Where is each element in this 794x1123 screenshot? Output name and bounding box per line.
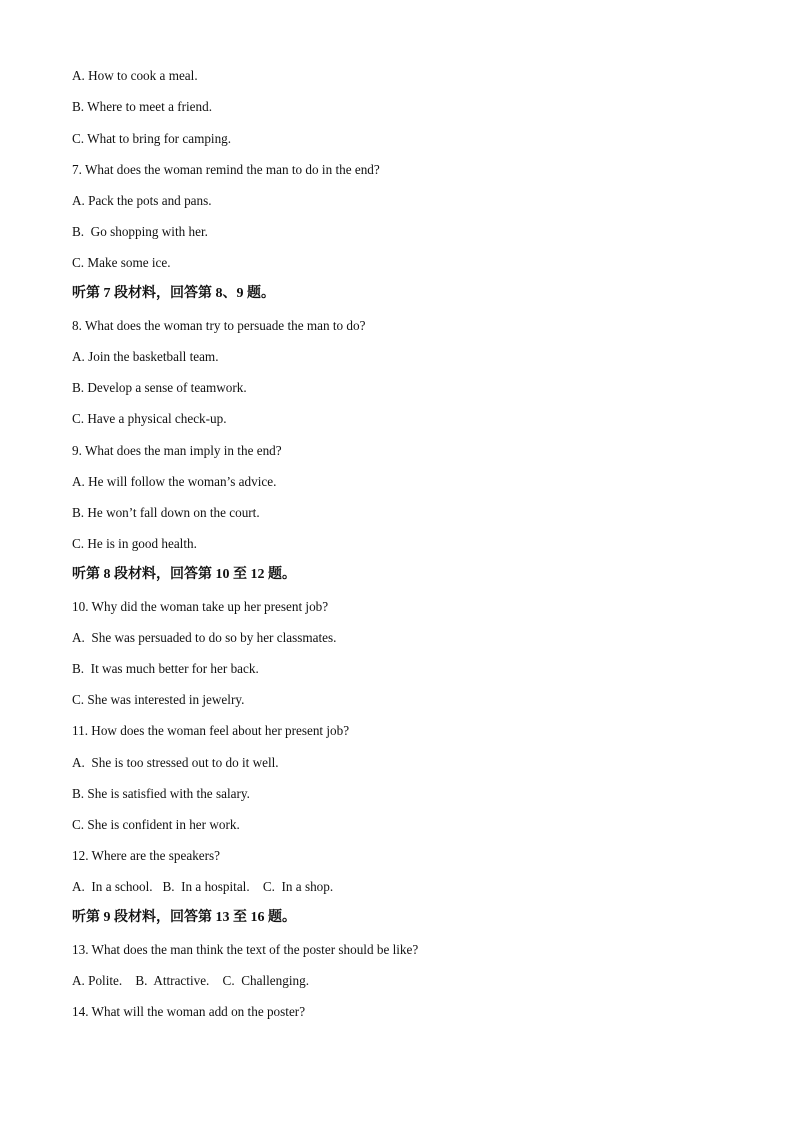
question-8: 8. What does the woman try to persuade the man to do?	[72, 318, 366, 333]
question-14: 14. What will the woman add on the poster?	[72, 1004, 306, 1019]
option-a-q6: A. How to cook a meal.	[72, 68, 198, 83]
options-q13: A. Polite. B. Attractive. C. Challenging.	[72, 973, 309, 988]
option-b-q7: B. Go shopping with her.	[72, 224, 208, 239]
option-a-q8: A. Join the basketball team.	[72, 349, 219, 364]
option-a-q7: A. Pack the pots and pans.	[72, 193, 212, 208]
option-c-q6: C. What to bring for camping.	[72, 131, 232, 146]
option-b-q6: B. Where to meet a friend.	[72, 99, 213, 114]
question-7: 7. What does the woman remind the man to do in the end?	[72, 162, 380, 177]
question-9: 9. What does the man imply in the end?	[72, 443, 282, 458]
question-12: 12. Where are the speakers?	[72, 848, 221, 863]
section-heading-7: 听第 7 段材料，回答第 8、9 题。	[72, 286, 275, 301]
option-b-q11: B. She is satisfied with the salary.	[72, 786, 250, 801]
option-c-q9: C. He is in good health.	[72, 536, 197, 551]
option-a-q11: A. She is too stressed out to do it well.	[72, 755, 279, 770]
question-11: 11. How does the woman feel about her present job?	[72, 723, 350, 738]
option-b-q9: B. He won’t fall down on the court.	[72, 505, 260, 520]
option-a-q10: A. She was persuaded to do so by her classmates.	[72, 630, 337, 645]
option-c-q8: C. Have a physical check-up.	[72, 411, 227, 426]
section-heading-8: 听第 8 段材料，回答第 10 至 12 题。	[72, 567, 296, 582]
question-13: 13. What does the man think the text of the poster should be like?	[72, 942, 419, 957]
option-a-q9: A. He will follow the woman’s advice.	[72, 474, 277, 489]
option-c-q7: C. Make some ice.	[72, 255, 171, 270]
option-b-q10: B. It was much better for her back.	[72, 661, 259, 676]
option-c-q10: C. She was interested in jewelry.	[72, 692, 245, 707]
option-c-q11: C. She is confident in her work.	[72, 817, 240, 832]
question-10: 10. Why did the woman take up her present job?	[72, 599, 329, 614]
option-b-q8: B. Develop a sense of teamwork.	[72, 380, 247, 395]
section-heading-9: 听第 9 段材料，回答第 13 至 16 题。	[72, 910, 296, 925]
options-q12: A. In a school. B. In a hospital. C. In a shop.	[72, 879, 334, 894]
